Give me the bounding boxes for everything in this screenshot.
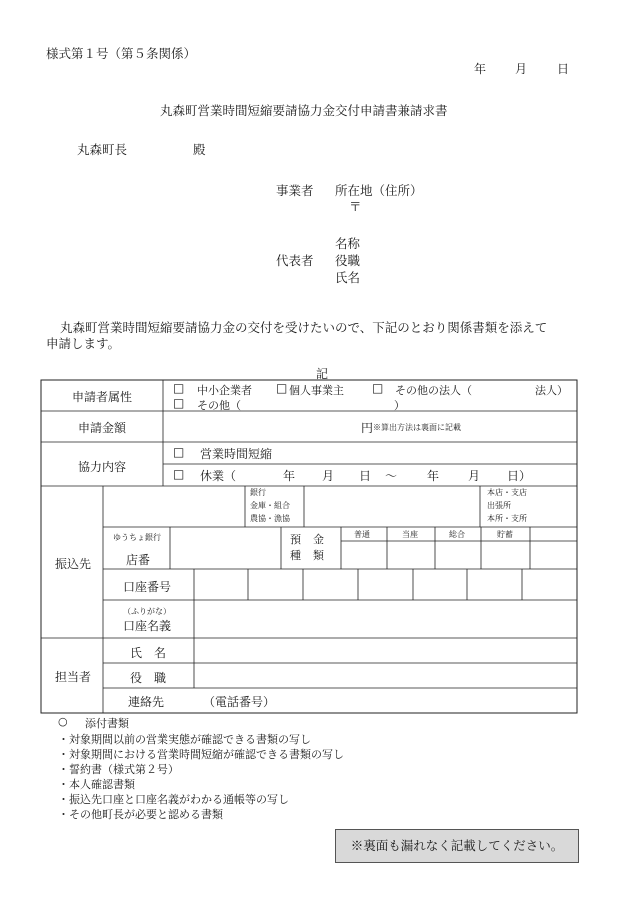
kana-label: （ふりがな） — [123, 607, 171, 616]
deposit-type-general: 総合 — [449, 530, 465, 539]
branch-type-honsho: 本所・支所 — [487, 514, 527, 523]
representative-label: 代表者 — [276, 253, 314, 268]
amount-label: 申請金額 — [78, 421, 127, 435]
option-sole: 個人事業主 — [289, 384, 344, 397]
option-other-corp-end: 法人） — [535, 384, 568, 397]
option-other-corp: その他の法人（ — [395, 384, 472, 397]
form-number: 様式第１号（第５条関係） — [46, 46, 197, 61]
body-text-line1: 丸森町営業時間短縮要請協力金の交付を受けたいので、下記のとおり関係書類を添えて — [60, 320, 548, 335]
contact-label: 担当者 — [55, 670, 92, 684]
type-label-2: 類 — [313, 549, 324, 562]
checkbox-sme[interactable]: □ — [173, 381, 185, 395]
attachment-item: ・その他町長が必要と認める書類 — [58, 808, 223, 821]
attachment-item: ・対象期間以前の営業実態が確認できる書類の写し — [58, 733, 311, 746]
page-title: 丸森町営業時間短縮要請協力金交付申請書兼請求書 — [160, 103, 448, 118]
attachment-item: ・本人確認書類 — [58, 778, 135, 791]
body-text-line2: 申請します。 — [46, 336, 121, 351]
checkbox-other[interactable]: □ — [173, 396, 185, 410]
attachments-heading-mark: ○ — [58, 715, 68, 728]
closed-day-2: 日） — [507, 469, 532, 483]
deposit-label-1: 預 — [290, 533, 301, 546]
deposit-label-2: 金 — [313, 533, 324, 546]
bank-type-bank: 銀行 — [250, 488, 266, 497]
transfer-label: 振込先 — [55, 557, 92, 571]
date-month: 月 — [515, 62, 528, 76]
branch-number-label: 店番 — [126, 553, 151, 567]
contact-phone-value: （電話番号） — [203, 695, 276, 709]
closed-month-1: 月 — [322, 469, 335, 483]
account-number-label: 口座番号 — [123, 580, 172, 594]
date-day: 日 — [557, 62, 570, 76]
deposit-type-ordinary: 普通 — [354, 530, 370, 539]
contact-phone-label: 連絡先 — [128, 695, 165, 709]
option-sme: 中小企業者 — [197, 384, 252, 397]
date-year: 年 — [474, 62, 487, 76]
closed-tilde: ～ — [385, 469, 398, 483]
addressee-honorific: 殿 — [193, 142, 206, 157]
branch-type-main: 本店・支店 — [487, 488, 527, 497]
checkbox-closed[interactable]: □ — [173, 467, 185, 481]
contact-position-label: 役 職 — [130, 671, 167, 685]
address-label: 所在地（住所） — [335, 183, 423, 198]
ki-mark: 記 — [316, 367, 329, 381]
deposit-type-current: 当座 — [402, 530, 418, 539]
addressee-name: 丸森町長 — [77, 142, 128, 157]
back-side-note: ※裏面も漏れなく記載してください。 — [335, 829, 579, 863]
option-other: その他（ — [197, 399, 241, 412]
closed-month-2: 月 — [468, 469, 481, 483]
option-closed: 休業（ — [200, 469, 237, 483]
bank-type-ja: 農協・漁協 — [250, 514, 290, 523]
rep-position-label: 役職 — [335, 253, 361, 268]
closed-day-1: 日 — [359, 469, 372, 483]
deposit-type-savings: 貯蓄 — [497, 530, 513, 539]
option-short-hours: 営業時間短縮 — [200, 447, 273, 461]
attachment-item: ・対象期間における営業時間短縮が確認できる書類の写し — [58, 748, 344, 761]
attachment-item: ・誓約書（様式第２号） — [58, 763, 179, 776]
checkbox-other-corp[interactable]: □ — [372, 381, 384, 395]
attachment-item: ・振込先口座と口座名義がわかる通帳等の写し — [58, 793, 289, 806]
attachments-heading: 添付書類 — [85, 717, 129, 730]
amount-unit: 円 — [361, 421, 374, 435]
business-label: 事業者 — [276, 183, 314, 198]
yucho-label: ゆうちょ銀行 — [113, 533, 161, 542]
branch-type-office: 出張所 — [487, 501, 511, 510]
cooperation-label: 協力内容 — [78, 460, 127, 474]
account-holder-label: 口座名義 — [123, 619, 172, 633]
contact-name-label: 氏 名 — [130, 646, 167, 660]
attribute-label: 申請者属性 — [72, 390, 133, 404]
checkbox-sole[interactable]: □ — [276, 381, 288, 395]
closed-year-2: 年 — [427, 469, 440, 483]
checkbox-short-hours[interactable]: □ — [173, 445, 185, 459]
option-other-end: ） — [394, 399, 405, 412]
type-label-1: 種 — [290, 549, 301, 562]
closed-year-1: 年 — [283, 469, 296, 483]
rep-person-label: 氏名 — [335, 270, 361, 285]
amount-note: ※算出方法は裏面に記載 — [373, 423, 461, 432]
rep-name-label: 名称 — [335, 236, 361, 251]
postal-mark: 〒 — [349, 199, 362, 214]
bank-type-shinkin: 金庫・組合 — [250, 501, 290, 510]
